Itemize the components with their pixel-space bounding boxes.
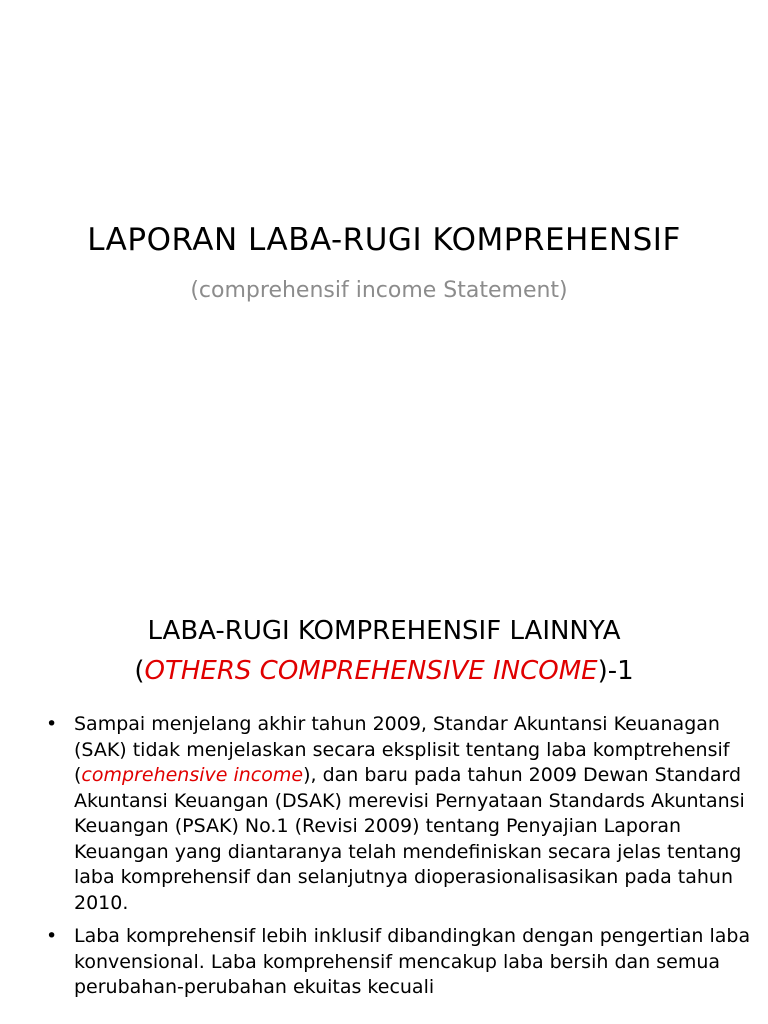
slide-title: LAPORAN LABA-RUGI KOMPREHENSIF (87, 222, 681, 258)
bullet-2-text: Laba komprehensif lebih inklusif dibandingkan dengan pengertian laba konvensional. Laba komprehensif mencakup laba bersih dan semua perubahan-perubahan ekuitas kecuali (74, 925, 751, 998)
slide-subtitle: (comprehensif income Statement) (190, 278, 568, 303)
title-highlight: OTHERS COMPREHENSIVE INCOME (144, 656, 598, 686)
section-title (0, 611, 768, 691)
title-close-suffix: )-1 (597, 656, 634, 686)
bullet-list (46, 712, 762, 1009)
bullet-dot-icon: • (46, 925, 58, 947)
bullet-dot-icon: • (46, 713, 58, 735)
bullet-1-highlight: comprehensive income (81, 764, 304, 786)
bullet-item-2 (46, 924, 762, 1001)
title-open-paren: ( (134, 656, 145, 686)
bullet-1-text-b: ), dan baru pada tahun 2009 Dewan Standard Akuntansi Keuangan (DSAK) merevisi Pernyataan Standards Akuntansi Keuangan (PSAK) No.1 (Revisi 2009) tentang Penyajian Laporan Keuangan yang diantaranya telah mendefiniskan secara jelas tentang laba komprehensif dan selanjutnya dioperasionalisasikan pada tahun 2010. (74, 764, 745, 914)
bullet-1-text-a: Sampai menjelang akhir tahun 2009, Standar Akuntansi Keuanagan (SAK) tidak menjelaskan secara eksplisit tentang laba komptrehensif ( (74, 713, 730, 786)
section-title-line2 (0, 651, 768, 691)
bullet-item-1 (46, 712, 762, 916)
section-title-line1: LABA-RUGI KOMPREHENSIF LAINNYA (147, 616, 621, 646)
